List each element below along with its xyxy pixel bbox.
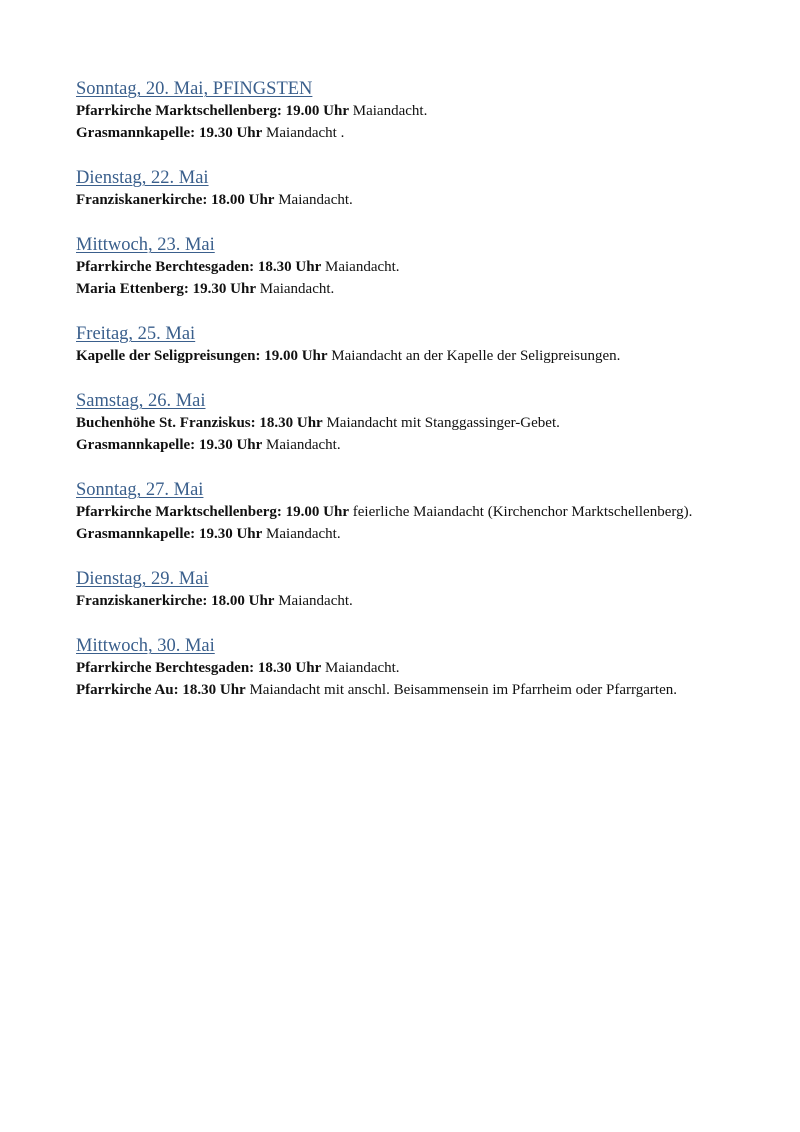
event-place: Pfarrkirche Berchtesgaden: [76,660,255,676]
event-time: 19.30 Uhr [198,437,263,453]
event-place: Pfarrkirche Marktschellenberg: [76,103,282,119]
day-block [76,568,796,612]
event-time: 19.00 Uhr [285,504,350,520]
event-description: Maiandacht an der Kapelle der Seligpreisungen. [331,348,621,364]
event-description: Maiandacht. [266,526,341,542]
day-block [76,234,796,300]
event-time: 19.30 Uhr [198,526,263,542]
event-line [76,412,796,434]
event-time: 18.30 Uhr [257,660,322,676]
day-heading: Mittwoch, 30. Mai [76,636,215,656]
event-place: Pfarrkirche Au: [76,682,179,698]
event-description: Maiandacht. [325,660,400,676]
day-heading: Freitag, 25. Mai [76,324,196,344]
event-place: Franziskanerkirche: [76,192,208,208]
event-description: Maiandacht. [259,281,335,297]
event-place: Grasmannkapelle: [76,526,196,542]
event-line [76,590,796,612]
day-block [76,390,796,456]
day-block [76,167,796,211]
event-line [76,100,796,122]
day-block [76,323,796,367]
event-place: Pfarrkirche Marktschellenberg: [76,504,282,520]
event-line [76,122,796,144]
event-time: 19.00 Uhr [285,103,350,119]
day-heading: Mittwoch, 23. Mai [76,235,215,255]
event-time: 19.00 Uhr [264,348,328,364]
event-place: Grasmannkapelle: [76,437,196,453]
day-block [76,635,796,701]
event-time: 18.30 Uhr [182,682,246,698]
event-line [76,679,796,701]
event-place: Maria Ettenberg: [76,281,189,297]
event-description: Maiandacht mit anschl. Beisammensein im Pfarrheim oder Pfarrgarten. [249,682,677,698]
day-block [76,479,796,545]
event-time: 18.30 Uhr [259,415,323,431]
event-time: 19.30 Uhr [198,125,263,141]
event-place: Pfarrkirche Berchtesgaden: [76,259,255,275]
event-line [76,523,796,545]
day-heading: Sonntag, 27. Mai [76,480,204,500]
event-time: 19.30 Uhr [192,281,256,297]
event-place: Kapelle der Seligpreisungen: [76,348,261,364]
event-line [76,278,796,300]
event-place: Franziskanerkirche: [76,593,208,609]
event-place: Buchenhöhe St. Franziskus: [76,415,256,431]
event-description: Maiandacht . [266,125,345,141]
event-line [76,657,796,679]
day-heading: Dienstag, 29. Mai [76,569,209,589]
event-line [76,345,796,367]
schedule-page [76,78,796,724]
event-description: Maiandacht. [266,437,341,453]
event-description: feierliche Maiandacht (Kirchenchor Marktschellenberg). [352,504,693,520]
day-heading: Dienstag, 22. Mai [76,168,209,188]
event-description: Maiandacht. [352,103,428,119]
event-description: Maiandacht. [278,593,353,609]
day-heading: Sonntag, 20. Mai, PFINGSTEN [76,79,313,99]
event-line [76,434,796,456]
event-description: Maiandacht mit Stanggassinger-Gebet. [326,415,560,431]
event-line [76,501,796,523]
event-line [76,256,796,278]
day-block [76,78,796,144]
event-place: Grasmannkapelle: [76,125,196,141]
event-line [76,189,796,211]
event-time: 18.00 Uhr [211,192,275,208]
event-time: 18.30 Uhr [257,259,322,275]
event-description: Maiandacht. [325,259,400,275]
event-time: 18.00 Uhr [211,593,275,609]
day-heading: Samstag, 26. Mai [76,391,206,411]
event-description: Maiandacht. [278,192,353,208]
